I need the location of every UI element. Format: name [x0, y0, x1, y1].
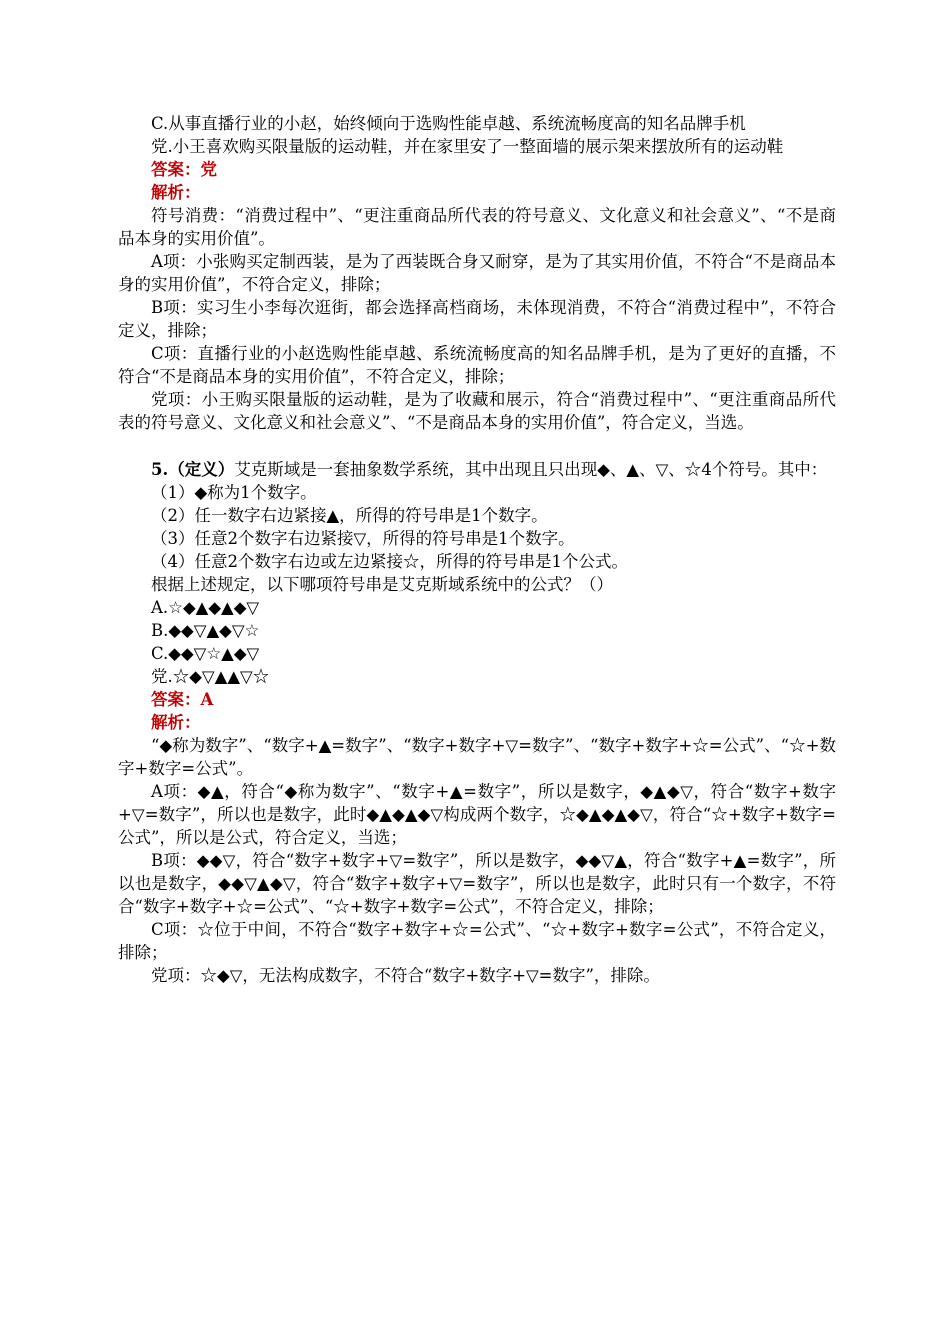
option-d: 党.小王喜欢购买限量版的运动鞋，并在家里安了一整面墙的展示架来摆放所有的运动鞋 — [151, 137, 784, 156]
answer-label: 答案：A — [151, 690, 214, 709]
analysis-paragraph: C项：直播行业的小赵选购性能卓越、系统流畅度高的知名品牌手机，是为了更好的直播，不符合“不是商品本身的实用价值”，不符合定义，排除； — [118, 344, 836, 386]
answer-label: 答案：党 — [151, 160, 217, 179]
question-number: 5. — [151, 460, 169, 479]
document-page — [118, 112, 836, 987]
section-spacer — [118, 434, 836, 458]
option-d: 党.☆◆▽▲▲▽☆ — [151, 667, 270, 686]
analysis-paragraph: C项：☆位于中间，不符合“数字+数字+☆=公式”、“☆+数字+数字=公式”，不符合定义，排除； — [118, 920, 836, 962]
analysis-label: 解析： — [151, 183, 201, 202]
rule-item: （1）◆称为1个数字。 — [151, 483, 317, 502]
analysis-paragraph: “◆称为数字”、“数字+▲=数字”、“数字+数字+▽=数字”、“数字+数字+☆=公式”、“☆+数字+数字=公式”。 — [118, 736, 836, 778]
option-c: C.从事直播行业的小赵，始终倾向于选购性能卓越、系统流畅度高的知名品牌手机 — [151, 114, 746, 133]
question-prompt: 根据上述规定，以下哪项符号串是艾克斯域系统中的公式？（） — [151, 575, 613, 594]
analysis-paragraph: 党项：小王购买限量版的运动鞋，是为了收藏和展示，符合“消费过程中”、“更注重商品所代表的符号意义、文化意义和社会意义”、“不是商品本身的实用价值”，符合定义，当选。 — [118, 390, 836, 432]
analysis-paragraph: 符号消费：“消费过程中”、“更注重商品所代表的符号意义、文化意义和社会意义”、“不是商品本身的实用价值”。 — [118, 206, 836, 248]
rule-item: （3）任意2个数字右边紧接▽，所得的符号串是1个数字。 — [151, 529, 575, 548]
analysis-label: 解析： — [151, 713, 201, 732]
rule-item: （2）任一数字右边紧接▲，所得的符号串是1个数字。 — [151, 506, 548, 525]
rule-item: （4）任意2个数字右边或左边紧接☆，所得的符号串是1个公式。 — [151, 552, 628, 571]
question-stem — [118, 458, 836, 481]
option-c: C.◆◆▽☆▲◆▽ — [151, 644, 260, 663]
analysis-paragraph: A项：小张购买定制西装，是为了西装既合身又耐穿，是为了其实用价值，不符合“不是商品本身的实用价值”，不符合定义，排除； — [118, 252, 836, 294]
analysis-paragraph: B项：◆◆▽，符合“数字+数字+▽=数字”，所以是数字，◆◆▽▲，符合“数字+▲=数字”，所以也是数字，◆◆▽▲◆▽，符合“数字+数字+▽=数字”，所以也是数字，此时只有一个数字，不符合“数字+数字+☆=公式”、“☆+数字+数字=公式”，不符合定义，排除； — [118, 851, 836, 916]
option-b: B.◆◆▽▲◆▽☆ — [151, 621, 260, 640]
analysis-paragraph: A项：◆▲，符合“◆称为数字”、“数字+▲=数字”，所以是数字，◆▲◆▽，符合“数字+数字+▽=数字”，所以也是数字，此时◆▲◆▲◆▽构成两个数字，☆◆▲◆▲◆▽，符合“☆+数字+数字=公式”，所以是公式，符合定义，当选； — [118, 782, 836, 847]
question-tag: （定义） — [168, 460, 235, 479]
analysis-paragraph: 党项：☆◆▽，无法构成数字，不符合“数字+数字+▽=数字”，排除。 — [151, 966, 660, 985]
question-text: 艾克斯域是一套抽象数学系统，其中出现且只出现◆、▲、▽、☆4个符号。其中： — [234, 460, 828, 479]
option-a: A.☆◆▲◆▲◆▽ — [151, 598, 260, 617]
analysis-paragraph: B项：实习生小李每次逛街，都会选择高档商场，未体现消费，不符合“消费过程中”，不符合定义，排除； — [118, 298, 836, 340]
